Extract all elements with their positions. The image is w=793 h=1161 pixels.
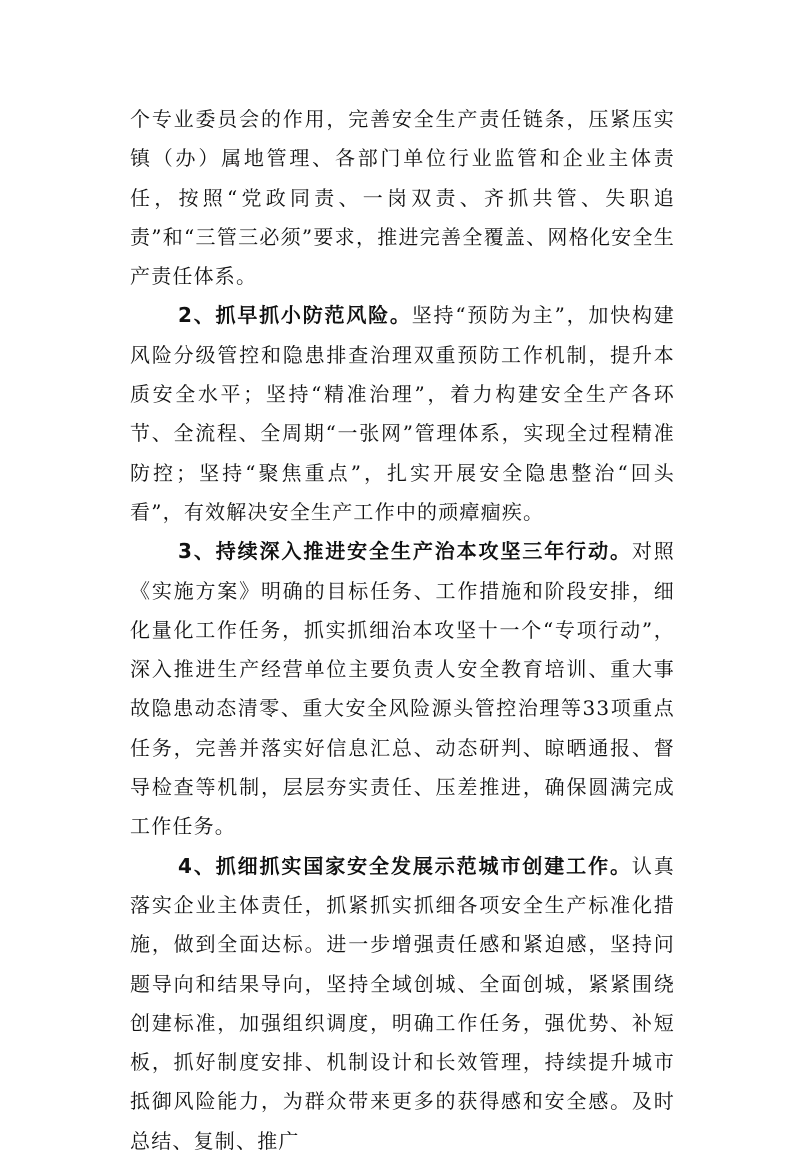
paragraph-continued — [130, 100, 675, 296]
paragraph-risk-prevention — [130, 296, 675, 532]
paragraph-text: 对照《实施方案》明确的目标任务、工作措施和阶段安排，细化量化工作任务，抓实抓细治本攻坚十一个“专项行动”，深入推进生产经营单位主要负责人安全教育培训、重大事故隐患动态清零、重大安全风险源头管控治理等33项重点任务，完善并落实好信息汇总、动态研判、晾晒通报、督导检查等机制，层层夯实责任、压差推进，确保圆满完成工作任务。 — [130, 539, 675, 839]
document-body — [130, 100, 675, 1161]
paragraph-text: 认真落实企业主体责任，抓紧抓实抓细各项安全生产标准化措施，做到全面达标。进一步增强责任感和紧迫感，坚持问题导向和结果导向，坚持全域创城、全面创城，紧紧围绕创建标准，加强组织调度，明确工作任务，强优势、补短板，抓好制度安排、机制设计和长效管理，持续提升城市抵御风险能力，为群众带来更多的获得感和安全感。及时总结、复制、推广 — [130, 853, 675, 1153]
paragraph-text: 坚持“预防为主”，加快构建风险分级管控和隐患排查治理双重预防工作机制，提升本质安全水平；坚持“精准治理”，着力构建安全生产各环节、全流程、全周期“一张网”管理体系，实现全过程精准防控；坚持“聚焦重点”，扎实开展安全隐患整治“回头看”，有效解决安全生产工作中的顽瘴痼疾。 — [130, 303, 675, 524]
paragraph-demonstration-city — [130, 847, 675, 1161]
paragraph-three-year-action — [130, 532, 675, 846]
paragraph-heading: 4、抓细抓实国家安全发展示范城市创建工作。 — [178, 853, 632, 878]
paragraph-text: 个专业委员会的作用，完善安全生产责任链条，压紧压实镇（办）属地管理、各部门单位行业监管和企业主体责任，按照“党政同责、一岗双责、齐抓共管、失职追责”和“三管三必须”要求，推进完善全覆盖、网格化安全生产责任体系。 — [130, 107, 675, 289]
paragraph-heading: 2、抓早抓小防范风险。 — [178, 303, 412, 328]
paragraph-heading: 3、持续深入推进安全生产治本攻坚三年行动。 — [178, 539, 632, 564]
